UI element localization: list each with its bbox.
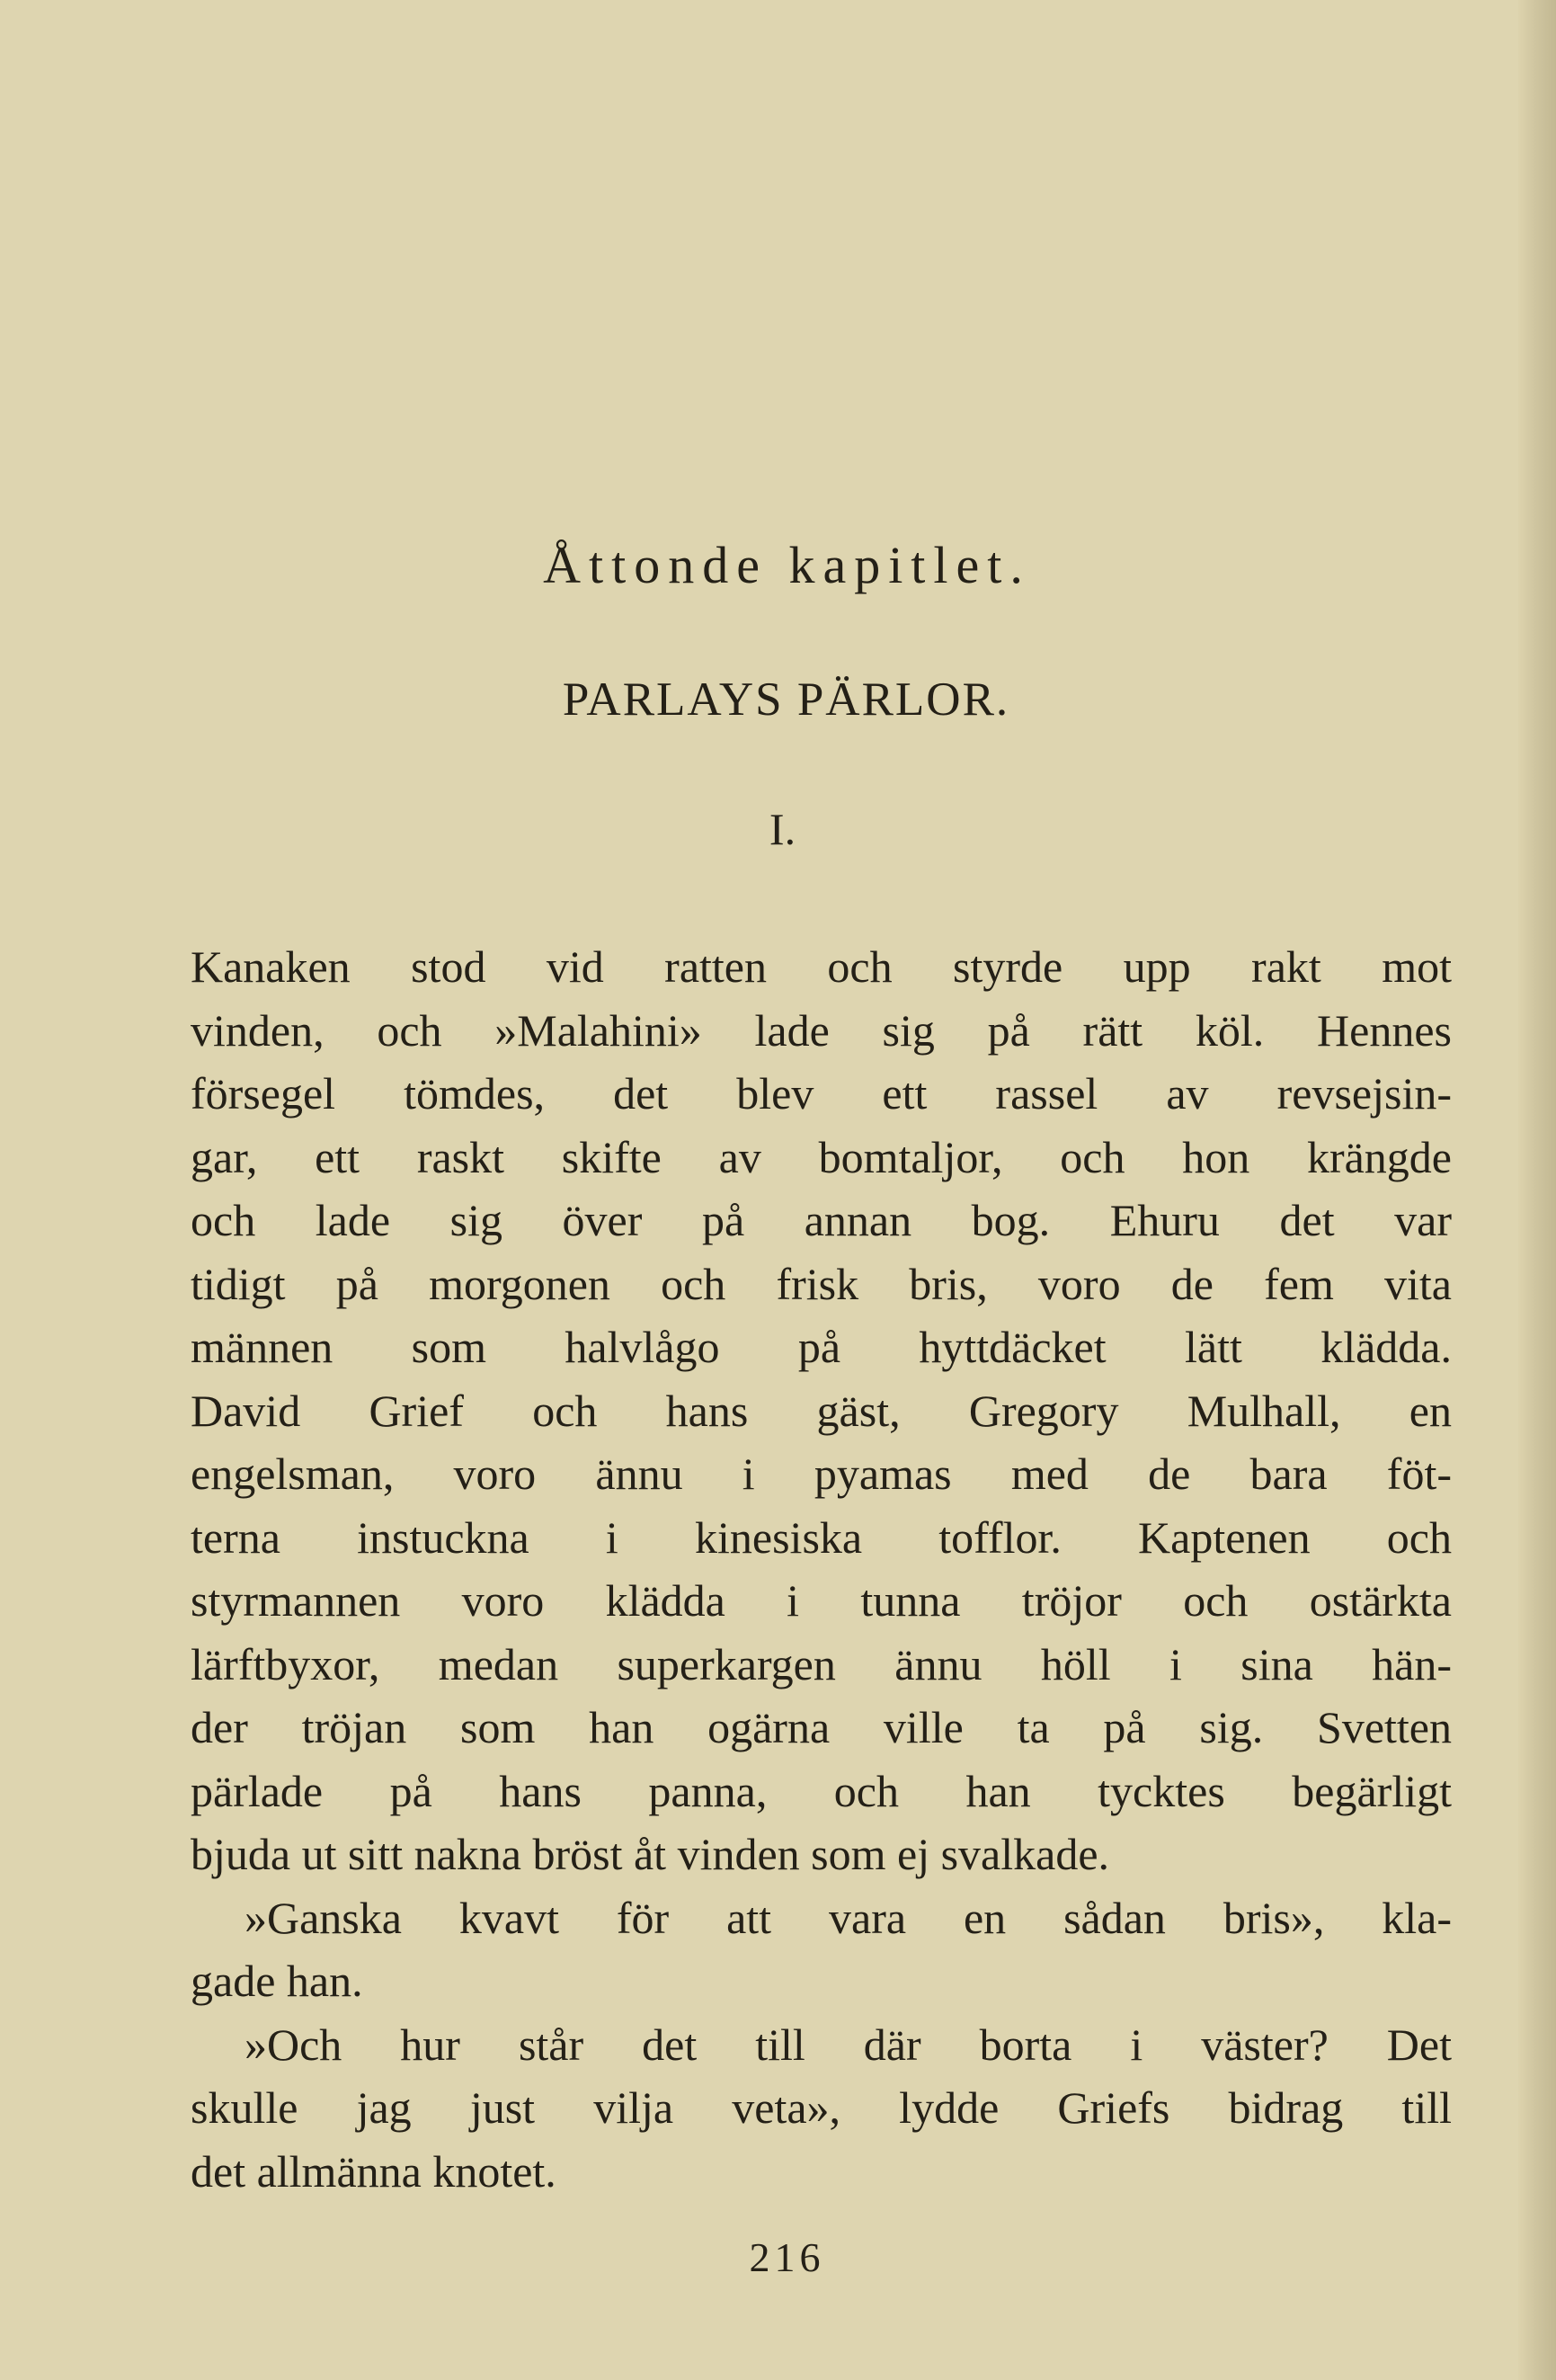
- text-line: »Och hur står det till där borta i väster? Det: [245, 2019, 1452, 2070]
- text-line: det allmänna knotet.: [191, 2145, 556, 2197]
- body-text: [191, 935, 1452, 2203]
- chapter-heading: Åttonde kapitlet.: [543, 536, 1031, 594]
- page-number: 216: [749, 2234, 825, 2280]
- text-line: David Grief och hans gäst, Gregory Mulhall, en: [191, 1385, 1452, 1436]
- text-line: gade han.: [191, 1956, 363, 2006]
- text-line: lärftbyxor, medan superkargen ännu höll i sina hän-: [191, 1638, 1452, 1689]
- chapter-title: PARLAYS PÄRLOR.: [562, 673, 1010, 726]
- section-number: I.: [769, 804, 796, 854]
- text-line: tidigt på morgonen och frisk bris, voro de fem vita: [191, 1258, 1452, 1309]
- text-line: engelsman, voro ännu i pyamas med de bara föt-: [191, 1449, 1452, 1499]
- text-line: der tröjan som han ogärna ville ta på sig. Svetten: [191, 1702, 1452, 1752]
- text-line: terna instuckna i kinesiska tofflor. Kaptenen och: [191, 1511, 1452, 1563]
- text-line: pärlade på hans panna, och han tycktes begärligt: [191, 1765, 1452, 1816]
- text-line: vinden, och »Malahini» lade sig på rätt köl. Hennes: [191, 1004, 1452, 1056]
- text-line: skulle jag just vilja veta», lydde Griefs bidrag till: [191, 2082, 1452, 2133]
- text-line: styrmannen voro klädda i tunna tröjor och ostärkta: [191, 1575, 1452, 1626]
- text-line: och lade sig över på annan bog. Ehuru det var: [191, 1195, 1452, 1245]
- text-line: försegel tömdes, det blev ett rassel av revsejsin-: [191, 1068, 1452, 1119]
- text-line: männen som halvlågo på hyttdäcket lätt klädda.: [191, 1322, 1452, 1372]
- text-line: bjuda ut sitt nakna bröst åt vinden som ej svalkade.: [191, 1829, 1110, 1879]
- text-line: Kanaken stod vid ratten och styrde upp rakt mot: [191, 941, 1452, 992]
- text-line: gar, ett raskt skifte av bomtaljor, och hon krängde: [191, 1131, 1452, 1182]
- text-line: »Ganska kvavt för att vara en sådan bris», kla-: [245, 1892, 1452, 1943]
- page-edge-shadow: [1518, 0, 1556, 2380]
